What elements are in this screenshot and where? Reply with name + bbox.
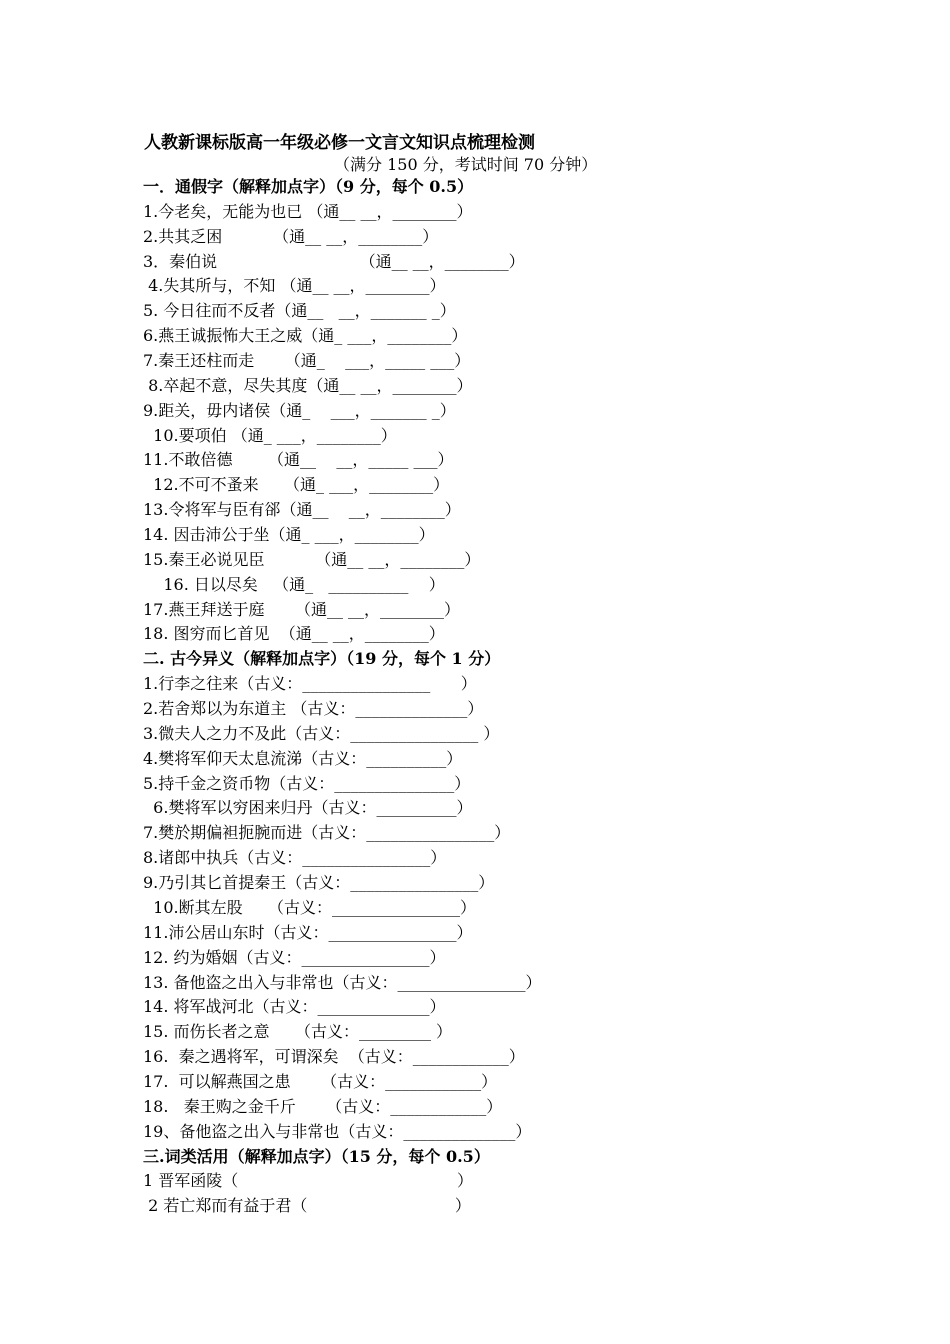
question-line: 17. 可以解燕国之患 （古义：____________） [143, 1071, 498, 1091]
question-line: 5.持千金之资币物（古义：_______________） [143, 773, 471, 793]
question-line: 9.距关，毋内诸侯（通_ ___，_______ _） [143, 400, 456, 420]
section-heading: 二. 古今异义（解释加点字）（19 分，每个 1 分） [143, 649, 501, 669]
question-line: 13.令将军与臣有郤（通__ __，________） [143, 500, 461, 520]
question-line: 14. 将军战河北（古义：______________） [143, 997, 446, 1017]
question-line: 2 若亡郑而有益于君（ ） [143, 1196, 471, 1216]
question-line: 19、备他盗之出入与非常也（古义：______________） [143, 1121, 532, 1141]
question-line: 16. 日以尽矣 （通_ __________ ） [143, 574, 445, 594]
question-line: 9.乃引其匕首提秦王（古义：________________） [143, 873, 495, 893]
question-line: 7.秦王还柱而走 （通_ ___，_____ ___） [143, 351, 471, 371]
question-line: 17.燕王拜送于庭 （通__ __，________） [143, 599, 461, 619]
document-subtitle: （满分 150 分，考试时间 70 分钟） [334, 155, 598, 174]
question-line: 8.卒起不意，尽失其度（通__ __，________） [143, 375, 473, 395]
question-line: 18. 秦王购之金千斤 （古义：____________） [143, 1096, 503, 1116]
question-line: 4.樊将军仰天太息流涕（古义：__________） [143, 748, 463, 768]
question-line: 15.秦王必说见臣 （通__ __，________） [143, 549, 481, 569]
question-line: 15. 而伤长者之意 （古义：_________ ） [143, 1022, 453, 1042]
question-line: 6.樊将军以穷困来归丹（古义：__________） [143, 798, 473, 818]
question-line: 13. 备他盗之出入与非常也（古义：________________） [143, 972, 542, 992]
question-line: 6.燕王诚振怖大王之威（通_ ___，________） [143, 326, 468, 346]
question-line: 3．秦伯说 （通__ __，________） [143, 251, 525, 271]
question-line: 11.不敢倍德 （通__ __，_____ ___） [143, 450, 454, 470]
question-line: 5. 今日往而不反者（通__ __，_______ _） [143, 301, 456, 321]
question-line: 12. 约为婚姻（古义：________________） [143, 947, 446, 967]
section-heading: 三.词类活用（解释加点字）（15 分，每个 0.5） [143, 1146, 490, 1166]
question-line: 12.不可不蚤来 （通_ ___，________） [143, 475, 450, 495]
question-line: 11.沛公居山东时（古义：________________） [143, 922, 473, 942]
question-line: 1.行李之往来（古义：________________ ） [143, 674, 477, 694]
question-line: 4.失其所与，不知 （通__ __，________） [143, 276, 446, 296]
question-line: 2.共其乏困 （通__ __，________） [143, 226, 439, 246]
document-title: 人教新课标版高一年级必修一文言文知识点梳理检测 [144, 133, 535, 153]
question-line: 10.要项伯 （通_ ___，________） [143, 425, 397, 445]
question-line: 1 晋军函陵（ ） [143, 1171, 473, 1191]
question-line: 3.微夫人之力不及此（古义：________________ ） [143, 723, 500, 743]
question-line: 10.断其左股 （古义：________________） [143, 897, 477, 917]
question-line: 7.樊於期偏袒扼腕而进（古义：________________） [143, 823, 511, 843]
question-line: 16. 秦之遇将军，可谓深矣 （古义：____________） [143, 1047, 525, 1067]
section-heading: 一．通假字（解释加点字）（9 分，每个 0.5） [143, 177, 474, 196]
question-line: 1.今老矣，无能为也已 （通__ __，________） [143, 201, 473, 221]
question-line: 14. 因击沛公于坐（通_ ___，________） [143, 525, 435, 545]
question-line: 2.若舍郑以为东道主 （古义：______________） [143, 699, 484, 719]
question-list [143, 175, 923, 1219]
question-line: 18. 图穷而匕首见 （通__ __，________） [143, 624, 445, 644]
question-line: 8.诸郎中执兵（古义：________________） [143, 848, 447, 868]
